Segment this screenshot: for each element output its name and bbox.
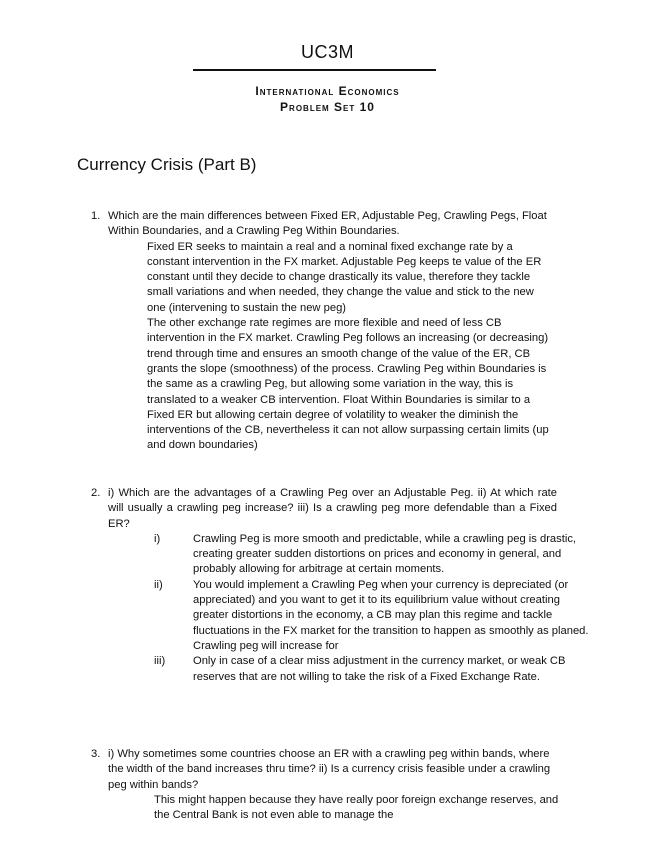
section-title: Currency Crisis (Part B) (77, 155, 257, 174)
answer-paragraph: This might happen because they have really poor foreign exchange reserves, and the Central Bank is not even able to manage the (154, 793, 559, 822)
answer-item (154, 532, 591, 578)
answer-item (154, 578, 591, 654)
question-number: 1. (91, 210, 101, 222)
header-rule (193, 69, 436, 71)
course-title: International Economics (255, 84, 400, 98)
answer-paragraph: Fixed ER seeks to maintain a real and a nominal fixed exchange rate by a constant intervention in the FX market. Adjustable Peg keeps te value of the ER constant until they decide to change drastically its value, therefore they tackle small variations and when needed, they change the value and stick to the new one (intervening to sustain the new peg) (147, 240, 542, 314)
answer-text: Crawling Peg is more smooth and predictable, while a crawling peg is drastic, creating greater sudden distortions on prices and economy in general, and probably allowing for arbitrage at certain moments. (193, 532, 577, 576)
question-text: i) Which are the advantages of a Crawling Peg over an Adjustable Peg. ii) At which rate will usually a crawling peg increase? iii) Is a crawling peg more defendable than a Fixed ER? (108, 487, 557, 530)
university-logo-text: UC3M (300, 42, 354, 62)
answer-text: Only in case of a clear miss adjustment in the currency market, or weak CB reserves that are not willing to take the risk of a Fixed Exchange Rate. (193, 655, 566, 683)
question-number: 3. (91, 748, 101, 760)
answer-item (154, 654, 591, 685)
question-3 (77, 747, 557, 823)
answer-numeral: iii) (154, 655, 166, 668)
answer-text: You would implement a Crawling Peg when your currency is depreciated (or appreciated) and you want to get it to its equilibrium value without creating greater distortions in the economy, a CB may plan this regime and tackle fluctuations in the FX market for the transition to happen as smoothly as planed. Crawling peg will increase for (193, 578, 589, 652)
question-2 (77, 486, 589, 685)
question-1 (77, 209, 557, 454)
answer-numeral: i) (154, 532, 161, 545)
problem-set-title: Problem Set 10 (280, 100, 375, 114)
answer-numeral: ii) (154, 578, 163, 591)
question-text: i) Why sometimes some countries choose an ER with a crawling peg within bands, where the width of the band increases thru time? ii) Is a currency crisis feasible under a crawling peg within bands? (108, 748, 551, 791)
question-text: Which are the main differences between Fixed ER, Adjustable Peg, Crawling Pegs, Float Within Boundaries, and a Crawling Peg Within Boundaries. (108, 210, 547, 238)
question-number: 2. (91, 487, 101, 499)
answer-paragraph: The other exchange rate regimes are more flexible and need of less CB intervention in the FX market. Crawling Peg follows an increasing (or decreasing) trend through time and ensures an smooth change of the value of the ER, CB grants the slope (smoothness) of the process. Crawling Peg within Boundaries is the same as a crawling Peg, but allowing some variation in the way, this is translated to a weaker CB intervention. Float Within Boundaries is similar to a Fixed ER but allowing certain degree of volatility to weaker the diminish the interventions of the CB, nevertheless it can not allow surpassing certain limits (up and down boundaries) (147, 317, 549, 452)
